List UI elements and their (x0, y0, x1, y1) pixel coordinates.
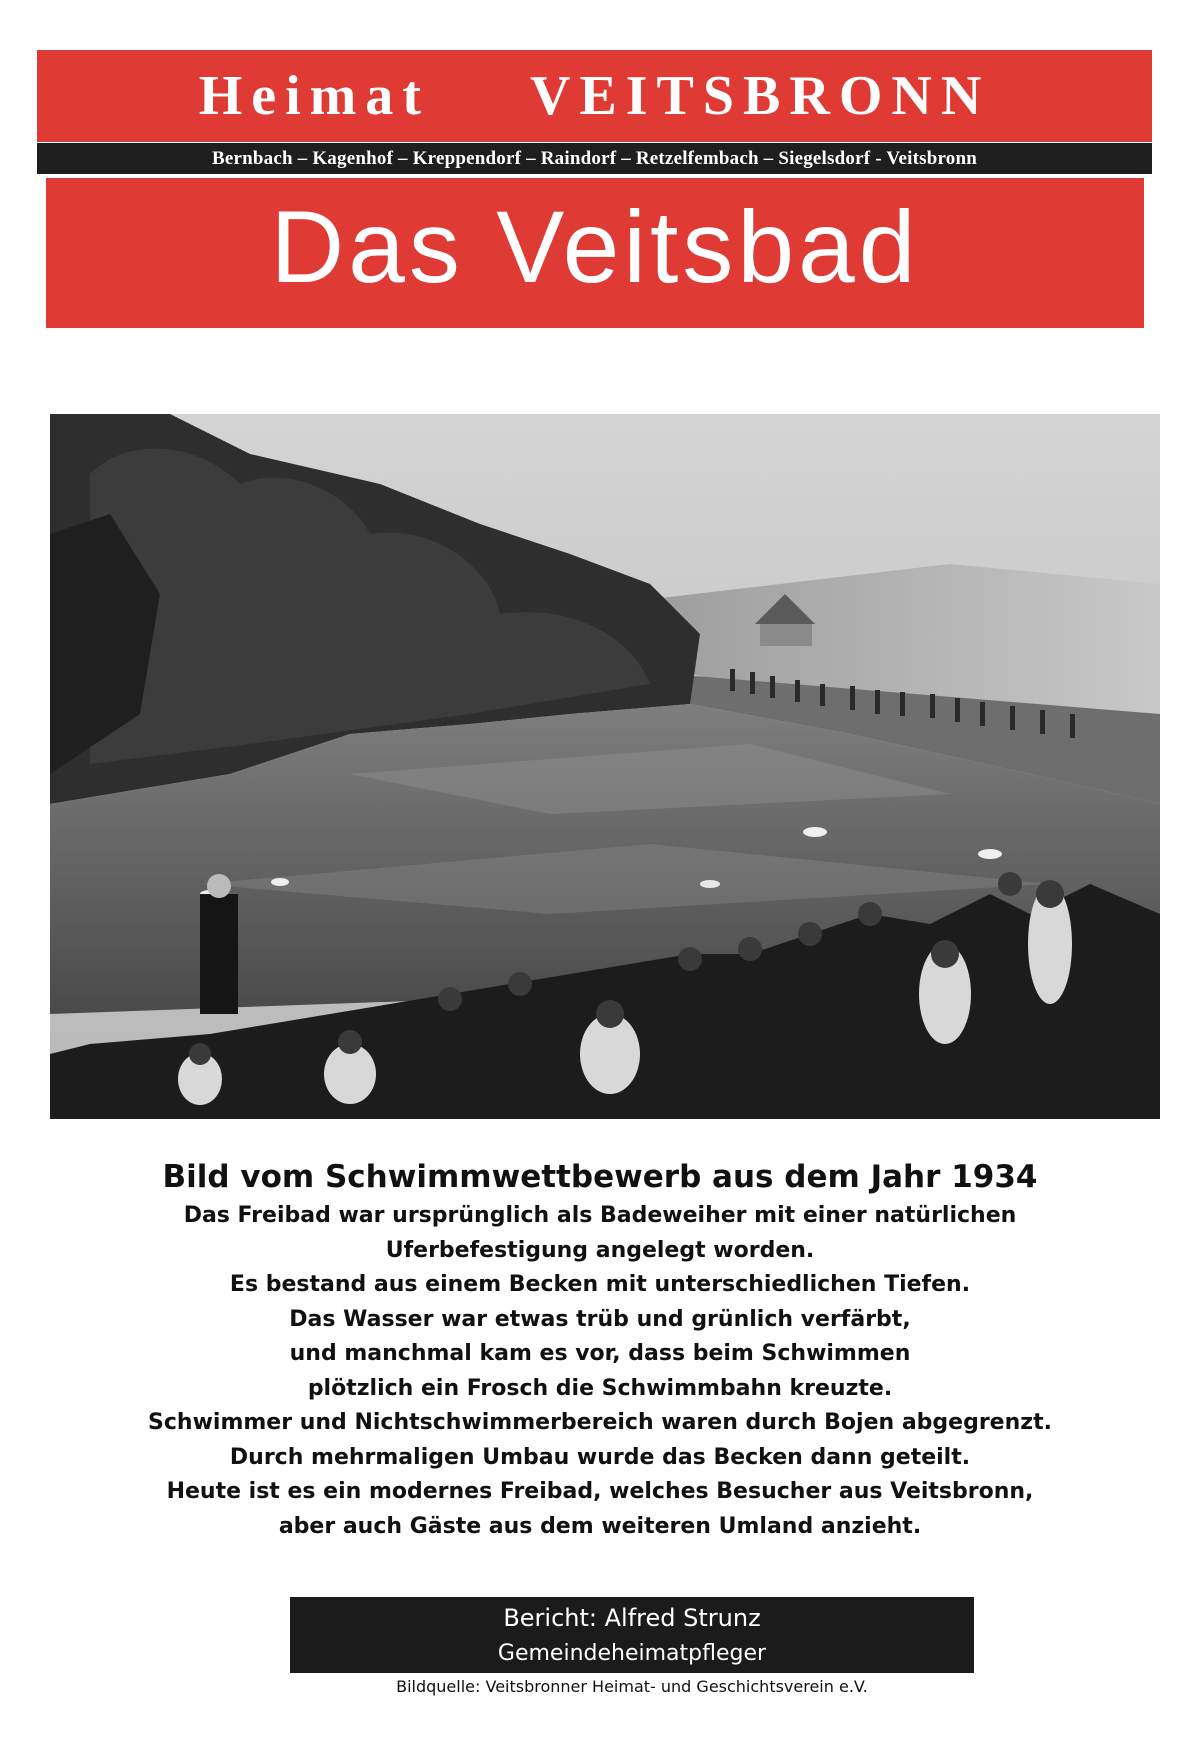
historic-photo (50, 414, 1160, 1119)
header-title-heimat: Heimat (198, 65, 430, 127)
header-banner (37, 50, 1152, 142)
header-title-veitsbronn: VEITSBRONN (529, 65, 991, 127)
caption-line: Es bestand aus einem Becken mit unterschiedlichen Tiefen. (229, 1272, 971, 1297)
caption-line: Heute ist es ein modernes Freibad, welches Besucher aus Veitsbronn, (166, 1479, 1034, 1504)
caption-line: Schwimmer und Nichtschwimmerbereich waren durch Bojen abgegrenzt. (148, 1410, 1052, 1435)
image-source: Bildquelle: Veitsbronner Heimat- und Geschichtsverein e.V. (396, 1677, 868, 1696)
caption (60, 1155, 1140, 1544)
caption-line: und manchmal kam es vor, dass beim Schwimmen (289, 1341, 911, 1366)
title-banner (46, 178, 1144, 328)
report-author: Bericht: Alfred Strunz (503, 1604, 761, 1632)
report-role: Gemeindeheimatpfleger (497, 1641, 767, 1666)
swimming-competition-photo (50, 414, 1160, 1119)
caption-line: Uferbefestigung angelegt worden. (385, 1237, 815, 1263)
caption-line: Das Freibad war ursprünglich als Badeweiher mit einer natürlichen (183, 1203, 1017, 1228)
caption-title: Bild vom Schwimmwettbewerb aus dem Jahr 1934 (162, 1159, 1038, 1195)
villages-bar: Bernbach – Kagenhof – Kreppendorf – Raindorf – Retzelfembach – Siegelsdorf - Veitsbronn (37, 143, 1152, 174)
report-box (290, 1597, 974, 1673)
caption-line: Das Wasser war etwas trüb und grünlich verfärbt, (289, 1306, 911, 1332)
page-title: Das Veitsbad (270, 189, 920, 304)
caption-line: aber auch Gäste aus dem weiteren Umland anzieht. (278, 1513, 922, 1539)
caption-line: Durch mehrmaligen Umbau wurde das Becken dann geteilt. (229, 1444, 971, 1470)
caption-line: plötzlich ein Frosch die Schwimmbahn kreuzte. (307, 1375, 893, 1401)
